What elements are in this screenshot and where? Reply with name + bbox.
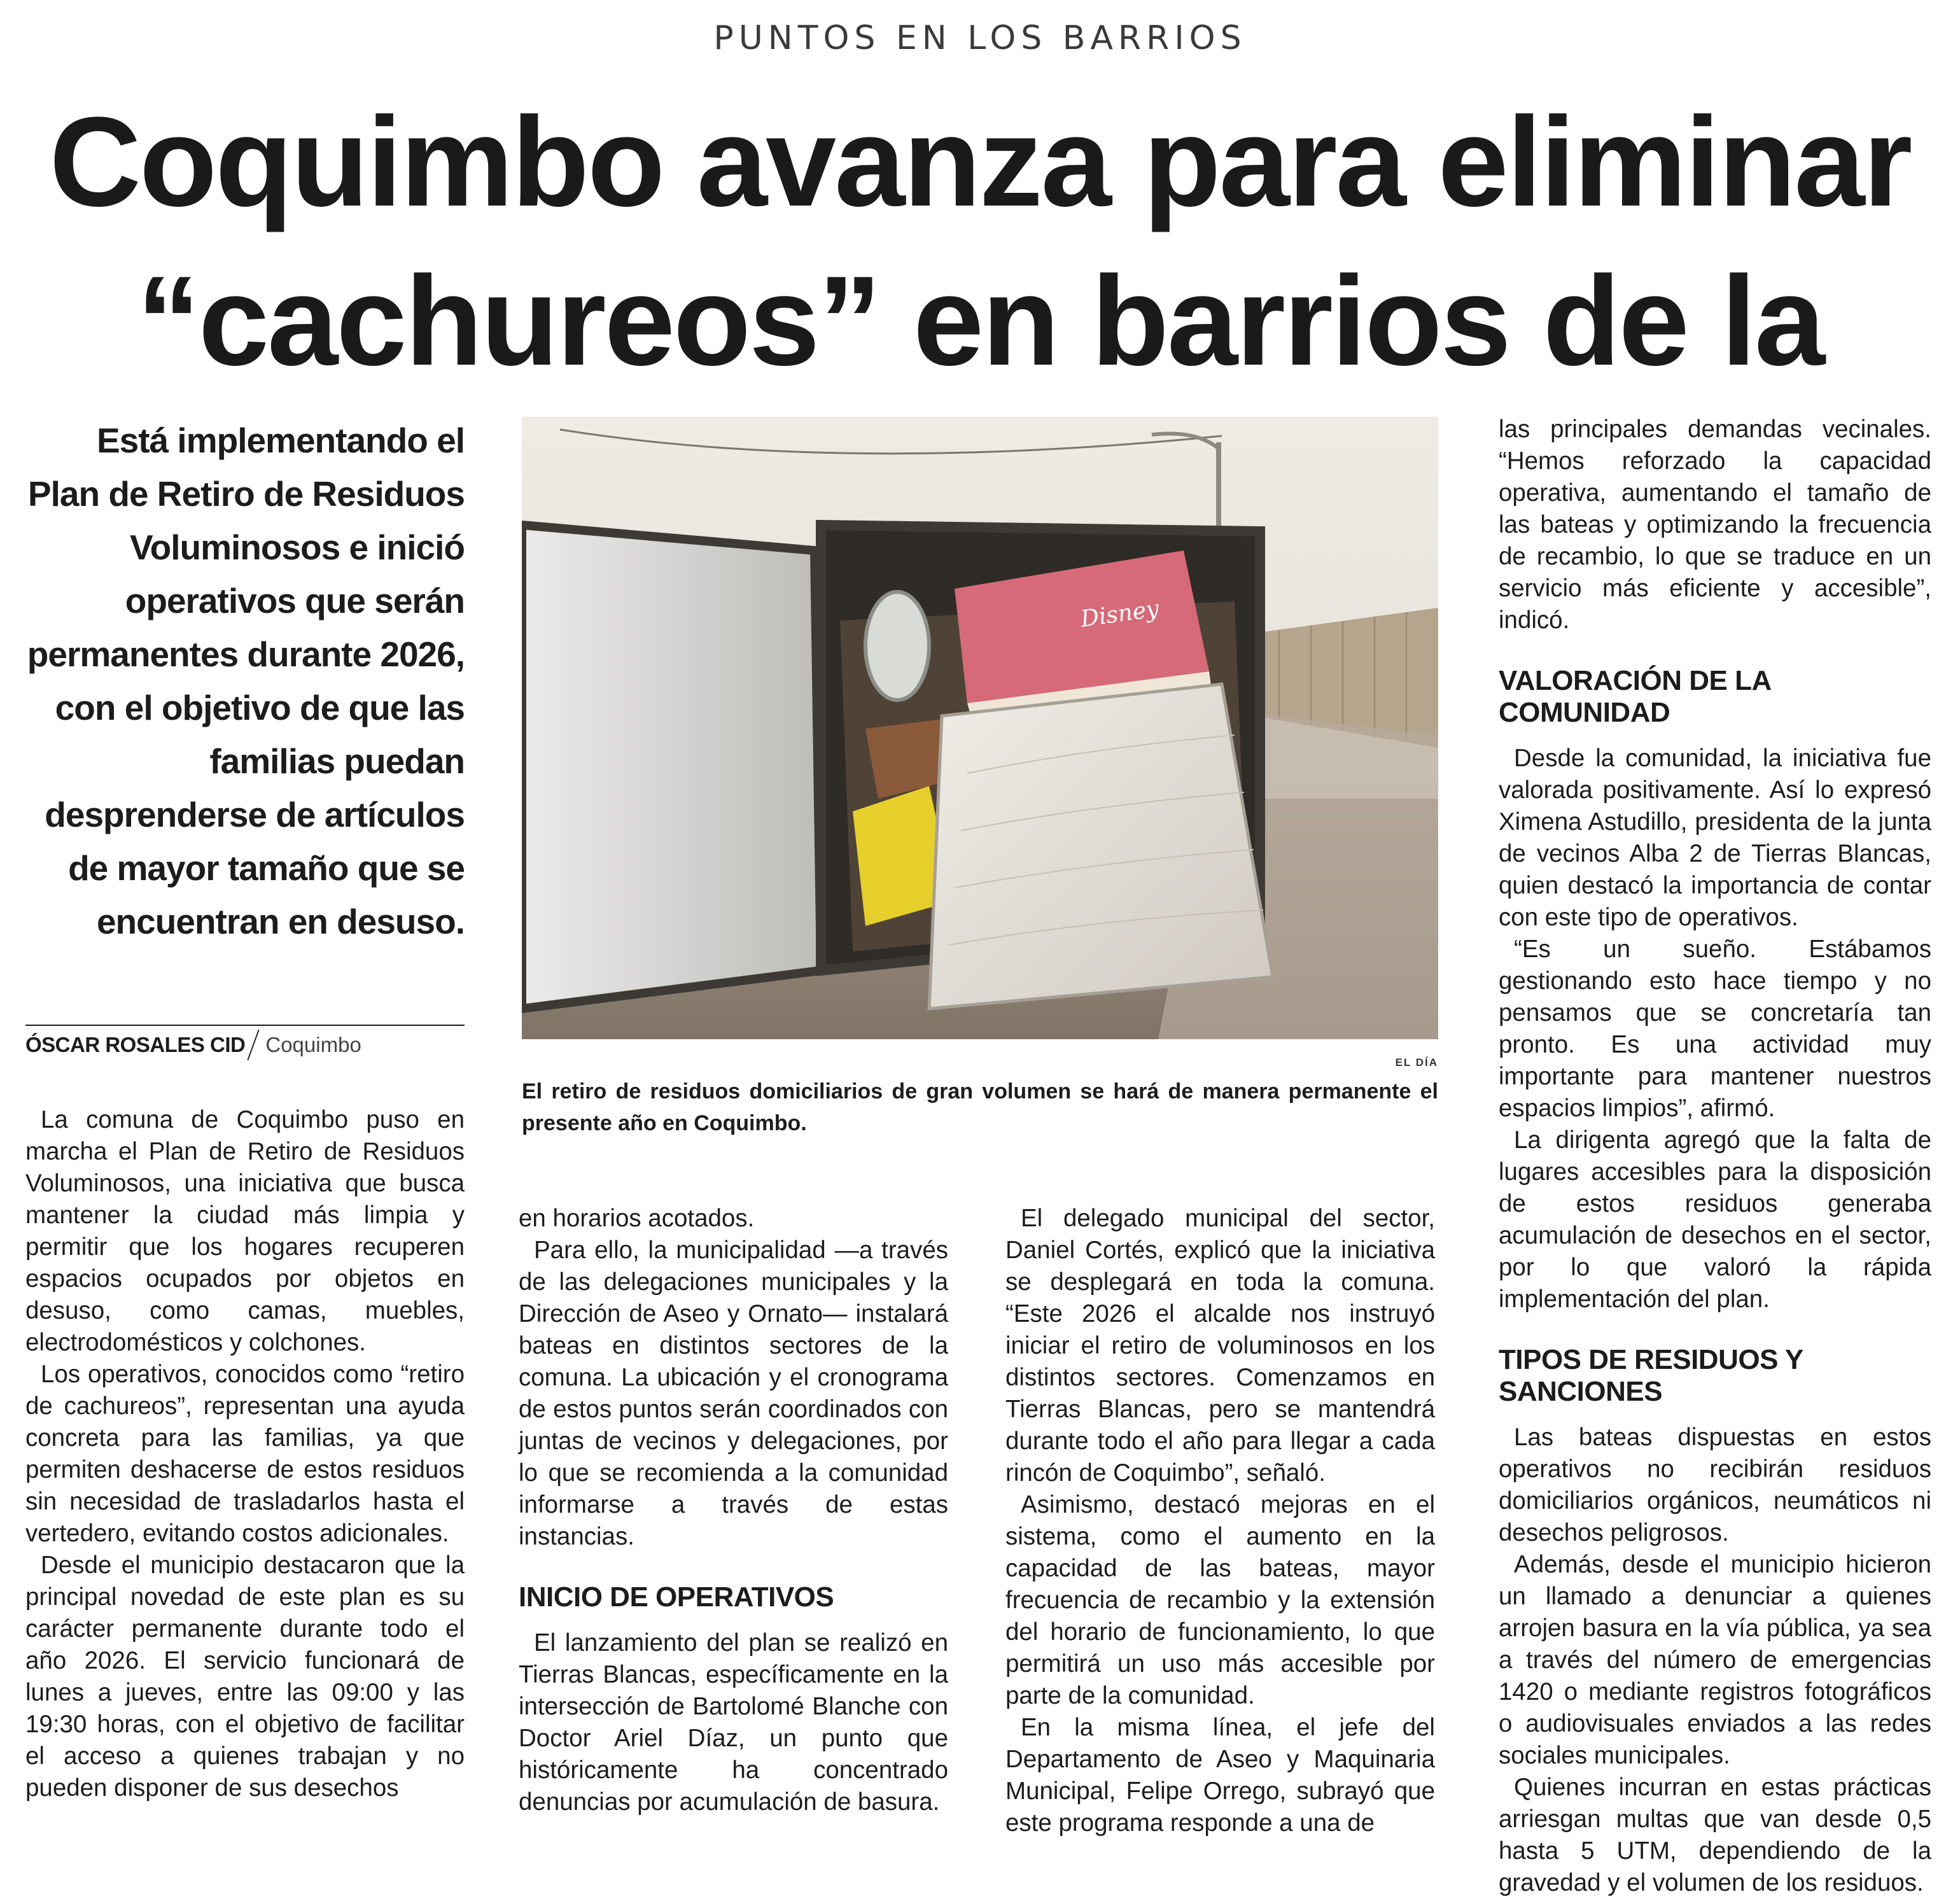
body-paragraph: El delegado municipal del sector, Daniel Cortés, explicó que la iniciativa se desplegará en toda la comuna. “Este 2026 el alcalde nos instruyó iniciar el retiro de voluminosos en los distintos sectores. Comenzamos en Tierras Blancas, pero se mantendrá durante todo el año para llegar a cada rincón de Coquimbo”, señaló. [1005,1205,1435,1487]
subheading: INICIO DE OPERATIVOS [519,1581,834,1613]
byline-place: Coquimbo [265,1033,361,1056]
body-column-2 [519,1203,948,1818]
body-paragraph: Desde la comunidad, la iniciativa fue valorada positivamente. Así lo expresó Ximena Astudillo, presidenta de la junta de vecinos Alba 2 de Tierras Blancas, quien destacó la importancia de contar con este tipo de operativos. [1499,745,1931,931]
body-paragraph: Quienes incurran en estas prácticas arriesgan multas que van desde 0,5 hasta 5 UTM, dependiendo de la gravedad y el volumen de los residuos. [1499,1774,1931,1896]
headline-line-2: “cachureos” en barrios de la [136,250,1824,392]
body-paragraph: El lanzamiento del plan se realizó en Tierras Blancas, específicamente en la intersección de Bartolomé Blanche con Doctor Ariel Díaz, un punto que históricamente ha concentrado denuncias por acumulación de basura. [519,1629,948,1816]
article-photo [522,417,1438,1039]
subheading: VALORACIÓN DE LA COMUNIDAD [1499,665,1771,728]
byline-author: ÓSCAR ROSALES CID [25,1033,246,1056]
body-paragraph: Desde el municipio destacaron que la principal novedad de este plan es su carácter permanente durante todo el año 2026. El servicio funcionará de lunes a jueves, entre las 09:00 y las 19:30 horas, con el objetivo de facilitar el acceso a quienes trabajan y no pueden disponer de sus desechos [25,1552,465,1802]
body-paragraph: Además, desde el municipio hicieron un llamado a denunciar a quienes arrojen basura en la vía pública, ya sea a través del número de emergencias 1420 o mediante registros fotográficos o audiovisuales enviados a las redes sociales municipales. [1499,1551,1931,1769]
body-paragraph: La comuna de Coquimbo puso en marcha el Plan de Retiro de Residuos Voluminosos, una iniciativa que busca mantener la ciudad más limpia y permitir que los hogares recuperen espacios ocupados por objetos en desuso, como camas, muebles, electrodomésticos y colchones. [25,1106,465,1356]
byline-divider [248,1030,260,1060]
photo-credit: EL DÍA [1395,1056,1438,1069]
byline [25,1025,465,1064]
lead-paragraph: Está implementando el Plan de Retiro de Residuos Voluminosos e inició operativos que serán permanentes durante 2026, con el objetivo de que las familias puedan desprenderse de artículos de mayor tamaño que se encuentran en desuso. [27,421,465,941]
body-paragraph: En la misma línea, el jefe del Departamento de Aseo y Maquinaria Municipal, Felipe Orrego, subrayó que este programa responde a una de [1005,1714,1435,1837]
mattress [929,684,1273,1009]
body-paragraph: las principales demandas vecinales. “Hemos reforzado la capacidad operativa, aumentando el tamaño de las bateas y optimizando la frecuencia de recambio, lo que se traduce en un servicio más eficiente y accesible”, indicó. [1499,416,1931,634]
body-column-3 [1005,1203,1435,1839]
body-paragraph: en horarios acotados. [519,1205,755,1232]
photo-caption: El retiro de residuos domiciliarios de gran volumen se hará de manera permanente el presente año en Coquimbo. [522,1079,1438,1135]
container-left-door [522,525,821,1009]
headline-line-1: Coquimbo avanza para eliminar [49,91,1911,233]
body-paragraph: “Es un sueño. Estábamos gestionando esto hace tiempo y no pensamos que se concretaría tan pronto. Es una actividad muy importante para mantener nuestros espacios limpios”, afirmó. [1499,935,1931,1122]
subheading: TIPOS DE RESIDUOS Y SANCIONES [1499,1344,1803,1407]
box-label: Disney [1079,596,1161,633]
body-column-1 [25,1104,465,1804]
body-column-4 [1499,414,1931,1899]
body-paragraph: La dirigenta agregó que la falta de lugares accesibles para la disposición de estos residuos generaba acumulación de desechos en el sector, por lo que valoró la rápida implementación del plan. [1499,1126,1931,1313]
section-kicker: PUNTOS EN LOS BARRIOS [713,19,1247,57]
body-paragraph: Las bateas dispuestas en estos operativos no recibirán residuos domiciliarios orgánicos, neumáticos ni desechos peligrosos. [1499,1424,1931,1546]
body-paragraph: Asimismo, destacó mejoras en el sistema, como el aumento en la capacidad de las bateas, mayor frecuencia de recambio y la extensión del horario de funcionamiento, lo que permitirá un uso más accesible por parte de la comunidad. [1005,1491,1435,1709]
body-paragraph: Los operativos, conocidos como “retiro de cachureos”, representan una ayuda concreta para las familias, ya que permiten deshacerse de estos residuos sin necesidad de trasladarlos hasta el vertedero, evitando costos adicionales. [25,1361,465,1547]
body-paragraph: Para ello, la municipalidad —a través de las delegaciones municipales y la Dirección de Aseo y Ornato— instalará bateas en distintos sectores de la comuna. La ubicación y el cronograma de estos puntos serán coordinados con juntas de vecinos y delegaciones, por lo que se recomienda a la comunidad informarse a través de estas instancias. [519,1237,948,1550]
laundry-basket [865,592,929,700]
